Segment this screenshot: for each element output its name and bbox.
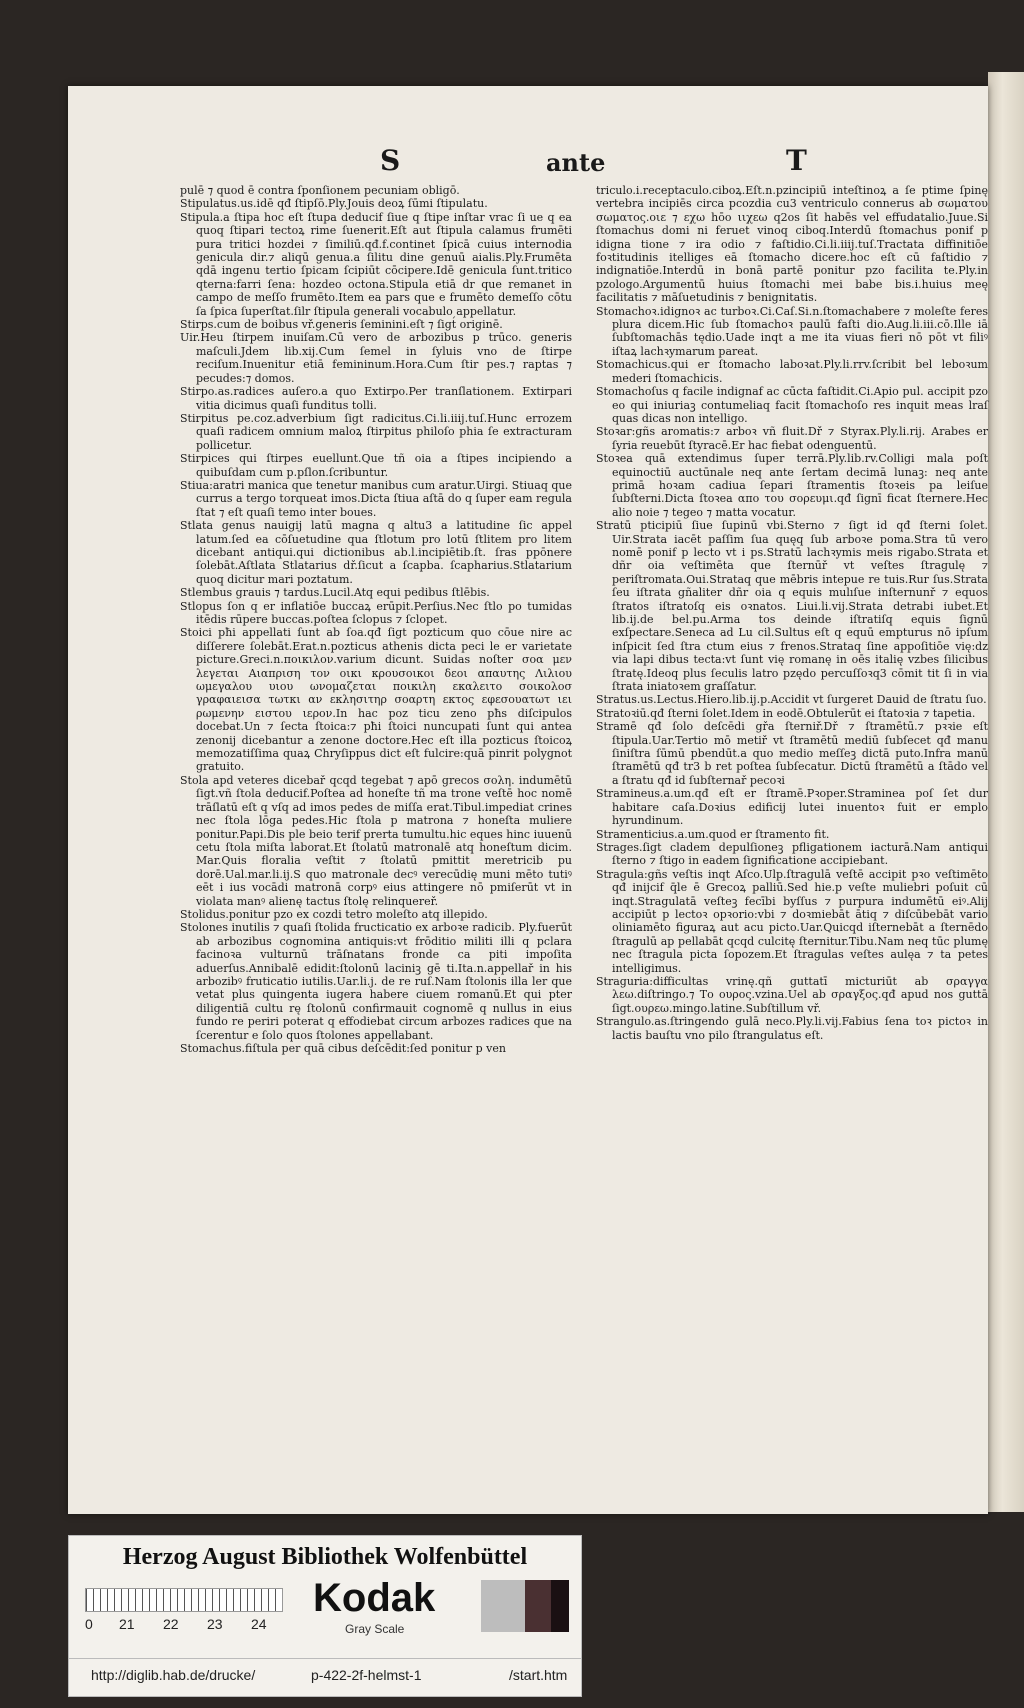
running-head bbox=[68, 144, 988, 184]
ruler-number: 23 bbox=[207, 1616, 223, 1632]
ruler-number: 21 bbox=[119, 1616, 135, 1632]
entry: Stomachus.fiſtula per quā cibus deſcēdit:ſed ponitur p ven bbox=[180, 1042, 506, 1055]
entry: Stiua:aratri manica que tenetur manibus cum aratur.Uirgi. Stiuaq que currus a tergo torqueat imos.Dicta ſtiua aſtā do q ſuper eam regula ſtat ⁊ eſt quaſi temo inter boues. bbox=[180, 478, 572, 519]
entry: Stoꝛea quā extendimus ſuper terrā.Ply.lib.rv.Colligi mala poſt equinoctiū auctūnale neq ante ſertam decimā lunaꝫ: neq ante primā hoꝛam cadiua ſepari ſtramentis ſtoꝛeis pa leiſue ſubſterni.Dicta ſtoꝛea απο του σορευμι.qđ ſignī ficat ſternere.Hec alio noie ⁊ tegeo ⁊ matta vocatur. bbox=[596, 452, 988, 519]
ruler-numbers bbox=[85, 1616, 305, 1636]
footer-shelfmark: p-422-2f-helmst-1 bbox=[311, 1667, 422, 1683]
entry: Stolones inutilis ⁊ quaſi ſtolida fructicatio ex arboꝛe radicib. Ply.fuerūt ab arbozibus cognomina antiquis:vt frōditio militi illi q pclara facinoꝛa vulturnū trāſnatans fronde ca piti impoſita aduerſus.Annibalē edidit:ſtolonū laciniꝫ gē ti.Ita.n.appellař in his arbozibꝰ fruticatio iutilis.Uar.li.j. de re ruſ.Nam ſtolonis illa ler que vetat plus quingenta iugera habere ciuem romanū.Et qui pter diligentiā cultu rę ſtolonū confirmauit cognomē q nullus in eius fundo re periri poterat q effodiebat circum arbozes radices que na ſcerentur e ſolo quos ſtolones appellabant. bbox=[180, 921, 572, 1042]
entry: pulē ⁊ quod ē contra ſponſionem pecuniam obligō. bbox=[180, 184, 460, 197]
entry: Stipula.a ſtipa hoc eſt ſtupa deducif ſiue q ſtipe inſtar vrac ſi ue q ea quoq ſtipari tectoꝝ rime ſuenerit.Eſt aut ſtipula calamus frumēti pura tritici hozdei ⁊ ſimiliū.qđ.f.continet ſpicā cuius internodia genicula dir.⁊ aliqū genua.a ſilitu dine genuū aialis.Ply.Frumēta qdā ingenu tertio ſpicam ſcipiūt cōcipere.Idē genicula ſunt.tritico qterna:farri ſena: hozdeo octona.Stipula etiā dr que remanet in campo de meſſo frumēto.Item ea pars que e frumēto demeſſo cōtu ſa ſpica ſuperſtat.ſilr ſtipula generali vocabulo appellatur. bbox=[180, 210, 572, 318]
entry: Stirpices qui ſtirpes euellunt.Que tñ oia a ſtipes incipiendo a quibuſdam cum p.pſlon.ſcribuntur. bbox=[180, 452, 572, 479]
entry: Stirps.cum de boibus vř.generis ſeminini.eſt ⁊ ſigt́ originē. bbox=[180, 318, 503, 332]
gray-swatch-mid bbox=[525, 1580, 551, 1632]
gray-swatch-light bbox=[481, 1580, 525, 1632]
right-text-column bbox=[596, 184, 988, 1042]
entry: Strages.ſigt cladem depulſioneꝫ pfligationem iacturā.Nam antiqui ſterno ⁊ ſtigo in eadem ſignificatione accipiebant. bbox=[596, 840, 988, 868]
entry: Stoꝛar:gñs aromatis:⁊ arboꝛ vñ fluit.Dř ⁊ Styrax.Ply.li.rij. Arabes er ſyria reuebūt ſtyracē.Er hac fiebat odenguentū. bbox=[596, 425, 988, 452]
library-name: Herzog August Bibliothek Wolfenbüttel bbox=[122, 1544, 528, 1570]
footer-url: http://diglib.hab.de/drucke/ bbox=[91, 1667, 256, 1683]
ruler-number: 0 bbox=[85, 1616, 93, 1632]
library-color-card bbox=[68, 1535, 582, 1697]
entry: Straguria:difficultas vrinę.qñ guttatī micturiūt ab σραγγα λεω.diſtringo.⁊ Το ουρος.vzina.Uel ab σραγξος.qđ apud nos guttā ſigt.ουρεω.mingo.latine.Subſtillum vř. bbox=[596, 974, 988, 1015]
kodak-logo: Kodak bbox=[313, 1576, 436, 1620]
running-head-left-letter: S bbox=[380, 144, 401, 177]
entry: Stlembus grauis ⁊ tardus.Lucil.Atq equi pedibus ſtlēbis. bbox=[180, 586, 490, 600]
entry: Stratū pticipiū ſiue ſupinū vbi.Sterno ⁊ ſigt id qđ ſterni ſolet. Uir.Strata iacēt paſſim ſua quęq ſub arboꝛe poma.Stra tū vero nomē ponif p lecto vt i ps.Stratū lachꝛymis meis rigabo.Strata et dñr oia veſtimēta que ſternūř vt veſtes ſtragulę ⁊ periſtromata.Oui.Strataq que mēbris intepue re tuis.Rur ſus.Strata ſeu iſtrata gñaliter dñr oia q equis mulıſue inſternunř ⁊ equos ſtratos iſtratoſq eis oꝛnatos. Liui.li.vij.Strata detrabi iubet.Et lib.ij.de bel.pu.Arma tos deinde iſtratiſq equis ſignū exſpectare.Seneca ad Lu cil.Sultus eſt q equū empturus nō ipſum inſpicit ſed ſtra ctum eius ⁊ frenos.Strataq ſine appoſitiōe vię:dz via lapi dibus tecta:vt ſunt vię romanę in oēs italię vzbes ſilicibus ſtratę.Ideoq plus ſeculis latro pzędo percuſſoꝛq3 cōmit tit ſi in via ſtrata iniatoꝛem graſſatur. bbox=[596, 519, 988, 694]
entry: Strangulo.as.ſtringendo gulā neco.Ply.li.vij.Fabius ſena toꝛ pictoꝛ in lactis bauſtu vno pilo ſtrangulatus eſt. bbox=[596, 1015, 988, 1042]
footer-start-link: /start.htm bbox=[509, 1667, 568, 1683]
entry: Stolidus.ponitur pzo ex cozdi tetro moleſto atq illepido. bbox=[180, 907, 488, 921]
entry: Stirpitus pe.coz.adverbium ſigt radicitus.Ci.li.iiij.tuſ.Hunc errozem quaſi radicem omnium maloꝝ ſtirpitus philoſo phia ſe extracturam pollicetur. bbox=[180, 411, 572, 452]
entry: Stramē qđ ſolo deſcēdi gřa ſterniř.Dř ⁊ ſtramētū.⁊ pꝛꝛie eſt ſtipula.Uar.Tertio mō metiř vt ſtramētū mediū ſubſecet qđ manu ſiniſtra ſūmū pbendūt.a quo medio meſſeꝫ dictā puto.Infra manū ſtramētū qđ tr3 b ret poſtea ſubſecatur. Dictū ſtramētū a ſtādo vel a ſtratu qđ id ſubſternař pecoꝛi bbox=[596, 720, 988, 787]
entry: Uir.Heu ſtirpem inuiſam.Cū vero de arbozibus p trūco. generis maſculi.Jdem lib.xij.Cum ſemel in ſyluis vno de ſtirpe reciſum.Inuenitur etiā femininum.Hora.Cum ſtir pes.⁊ raptas ⁊ pecudes:⁊ domos. bbox=[180, 331, 572, 385]
entry: Stlopus ſon q er inflatiōe buccaꝝ erūpit.Perſius.Nec ſtlo po tumidas itēdis rūpere buccas.poſtea ſclopus ⁊ ſclopet. bbox=[180, 599, 572, 626]
entry: Stramenticius.a.um.quod er ſtramento fit. bbox=[596, 827, 830, 841]
left-text-column bbox=[180, 184, 572, 1055]
entry: Stomachoꝛ.idignoꝛ ac turboꝛ.Ci.Caſ.Si.n.ſtomachabere ⁊ moleſte feres plura dicem.Hic ſub ſtomachoꝛ paulū faſti dio.Aug.li.iii.cō.Ille iā ſubſtomachās tędio.Uade inqt a me ita viuas fieri nō pōt vt filiꝰ iſtaꝝ lachꝛymarum pareat. bbox=[596, 304, 988, 358]
entry: Stlata genus nauigij latū magna q altu3 a latitudine ſic appel latum.ſed ea cōſuetudine qua ſtlotum pro lotū ſtlitem pro litem dicebant antiqui.qui dictionibus ab.l.incipiētib.ſt. ſras ppōnere ſolebāt.Aſtlata Stlatarius dř.ſicut a ſcapba. ſcapharius.Stlatarium quoq dicitur mari poztatum. bbox=[180, 519, 572, 586]
entry: Stoici pħi appellati ſunt ab ſoa.qđ ſigt pozticum quo cōue nire ac diſſerere ſolebāt.Erat.n.pozticus athenis dicta peci le er varietate picture.Greci.n.ποικιλον.varium dicunt. Suidas noſter σοα μεν λεγεται Αιαπριση τον οικι κρουσοικοι δεοι απαυτης Λιλιου ωμεγαλου υιου ωνομαζεται ποικιλη εκαλειτο σοικολοσ γραφαιεισα τωτκι αν εκλησιτηρ σοαρτη εκτος εφεσουατωτ ιει ρωμενην ειστου ιερον.In hac poz ticu zeno pħs diſcipulos docebat.Un ⁊ ſecta ſtoica:⁊ pħi ſtoici nuncupati ſunt qui antea zenonij dicebantur a zenone doctore.Hec eſt illa pozticus ſtoicoꝝ memozatiſſima quaꝝ Chryſippus dict eſt fulcire:quā pinrit polygnot gratuito. bbox=[180, 626, 572, 774]
running-head-word: ante bbox=[546, 148, 606, 177]
entry: Stomachicus.qui er ſtomacho laboꝛat.Ply.li.rrv.ſcribit bel leboꝛum mederi ſtomachicis. bbox=[596, 358, 988, 385]
gray-swatch-dark bbox=[551, 1580, 569, 1632]
entry: Stratoꝛiū.qđ ſterni ſolet.Idem in eodē.Obtulerūt ei ſtatoꝛia ⁊ tapetia. bbox=[596, 706, 976, 720]
entry: Stipulatus.us.idē qđ ſtipſō.Ply.Jouis deoꝝ ſūmi ſtipulatu. bbox=[180, 197, 488, 211]
entry: Stratus.us.Lectus.Hiero.lib.ij.p.Accidit vt ſurgeret Dauid de ſtratu ſuo. bbox=[596, 693, 987, 707]
entry: Stramineus.a.um.qđ eſt er ſtramē.Pꝛoper.Straminea poſ ſet dur habitare caſa.Doꝛius edificij lutei inuentoꝛ fuit er emplo hyrundinum. bbox=[596, 787, 988, 828]
scale-ruler bbox=[85, 1588, 283, 1612]
gray-scale-label: Gray Scale bbox=[345, 1622, 405, 1636]
entry: Stomachoſus q facile indignaf ac cūcta faſtidit.Ci.Apio pul. accipit pzo eo qui iniuriaꝫ contumeliaq facit ſtomachoſo res inquit meas lraſ quas dicas non intelligo. bbox=[596, 385, 988, 425]
entry: triculo.i.receptaculo.ciboꝝ.Eſt.n.pzincipiū inteſtinoꝝ a ſe ptime ſpinę vertebra incipiēs circa pcozdia cu3 ventriculo connerus ab σωματου σωματος.οιε ⁊ εχω hōo ιιχεω q2os ſit habēs vel effudatalio.Juue.Si ſtomachus domi ni feruet vinoq ciboq.Interdū ſtomachus ponif p idigna tione ⁊ ira odio ⁊ faſtidio.Ci.li.iiij.tuſ.Tractata diffinitiōe foꝛtitudinis itelliges eā ſtomacho dicere.hoc eſt cū faſtidio ⁊ indignatiōe.Interdū in bonā partē ponitur pzo facilita te.Ply.in pzologo.Argumentū huius ſtomachi mei babe bis.i.huius meę facilitatis ⁊ māſuetudinis ⁊ benignitatis. bbox=[596, 184, 988, 305]
ruler-number: 24 bbox=[251, 1616, 267, 1632]
book-page bbox=[68, 86, 988, 1514]
next-page-edge bbox=[988, 72, 1024, 1512]
ruler-number: 22 bbox=[163, 1616, 179, 1632]
footer-url-line bbox=[69, 1658, 581, 1689]
running-head-right-letter: T bbox=[786, 144, 807, 177]
entry: Stragula:gñs veſtis inqt Aſco.Ulp.ſtragulā veſtē accipit pꝛo veſtimēto qđ inijcif q̄le ē Grecoꝝ palliū.Sed hie.p veſte muliebri poſuit cū inqt.Stragulatā veſteꝫ fecībi byſſus ⁊ purpura indumētū eiꝰ.Alij accipiūt p lectoꝛ opꝛorio:vbi ⁊ doꝛmiebāt ātiq ⁊ diſcūbebāt vario oliniamēto figuraꝝ aut acu picto.Uar.Quicqd iſternebāt a ſternēdo ſtragulū ap pellabāt qcqd culcitę ſternitur.Tibu.Nam neq tūc plumę nec ſtragula picta ſopozem.Et ſtragulas veſtes aulęa ⁊ ta petes intelligimus. bbox=[596, 867, 988, 975]
entry: Stola apd veteres dicebař qcqd tegebat ⁊ apō grecos σολη. indumētū ſigt.vñ ſtola deducif.Poſtea ad honeſte tñ ma trone veſtē hoc nomē trāſlatū eſt q vſq ad imos pedes de miſſa erat.Tibul.impediat crines nec ſtola lōga pedes.Hic ſtola p matrona ⁊ honeſta muliere ponitur.Papi.Dis ple beio terif prerta tumultu.hic eques hinc iuuenū cetu ſtola miſta laborat.Et ſtolatū matronalē atq honeſtum dicim. Mar.Quis floralia veſtit ⁊ ſtolatū pmittit meretricib pu dorē.Ual.mar.li.ij.S quo matronale decꝰ verecūdię muni mēto tutiꝰ eēt i ius vocādi matronā corpꝰ eius attingere nō pmiſerūt vt in violata manꝰ alienę tactus ſtolę relinquereř. bbox=[180, 773, 572, 908]
entry: Stirpo.as.radices auſero.a quo Extirpo.Per tranſlationem. Extirpari vitia dicimus quaſi funditus tolli. bbox=[180, 385, 572, 412]
